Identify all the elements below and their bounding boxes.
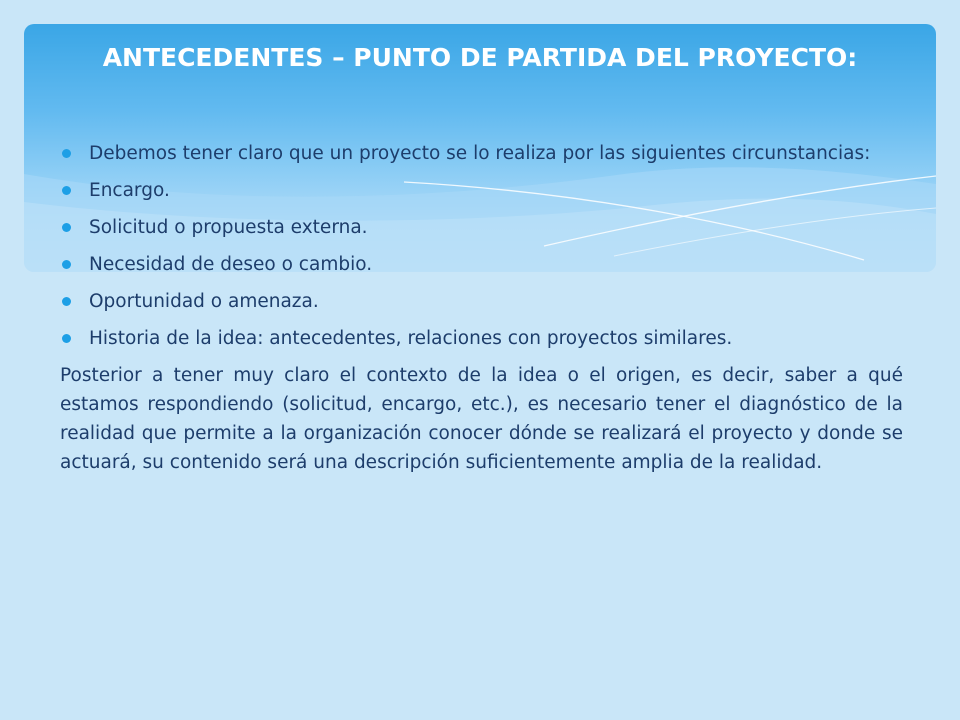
list-item <box>60 176 903 205</box>
list-item-text: Oportunidad o amenaza. <box>89 291 319 312</box>
list-item <box>60 213 903 242</box>
bullet-icon <box>62 149 71 158</box>
bullet-icon <box>62 297 71 306</box>
bullet-icon <box>62 334 71 343</box>
list-item-text: Necesidad de deseo o cambio. <box>89 254 373 275</box>
bullet-list <box>60 139 903 353</box>
list-item <box>60 250 903 279</box>
bullet-icon <box>62 260 71 269</box>
body-paragraph: Posterior a tener muy claro el contexto de la idea o el origen, es decir, saber a qué estamos respondiendo (solicitud, encargo, etc.), es necesario tener el diagnóstico de la realidad que permite a la organización conocer dónde se realizará el proyecto y donde se actuará, su contenido será una descripción suficientemente amplia de la realidad. <box>60 365 903 473</box>
bullet-icon <box>62 186 71 195</box>
list-item <box>60 287 903 316</box>
bullet-icon <box>62 223 71 232</box>
slide-content <box>60 139 903 477</box>
list-item <box>60 324 903 353</box>
list-item-text: Historia de la idea: antecedentes, relaciones con proyectos similares. <box>89 328 733 349</box>
list-item-text: Solicitud o propuesta externa. <box>89 217 368 238</box>
list-item-text: Encargo. <box>89 180 170 201</box>
list-item <box>60 139 903 168</box>
page-title: ANTECEDENTES – PUNTO DE PARTIDA DEL PROYECTO: <box>102 43 858 72</box>
list-item-text: Debemos tener claro que un proyecto se lo realiza por las siguientes circunstancias: <box>89 143 871 164</box>
